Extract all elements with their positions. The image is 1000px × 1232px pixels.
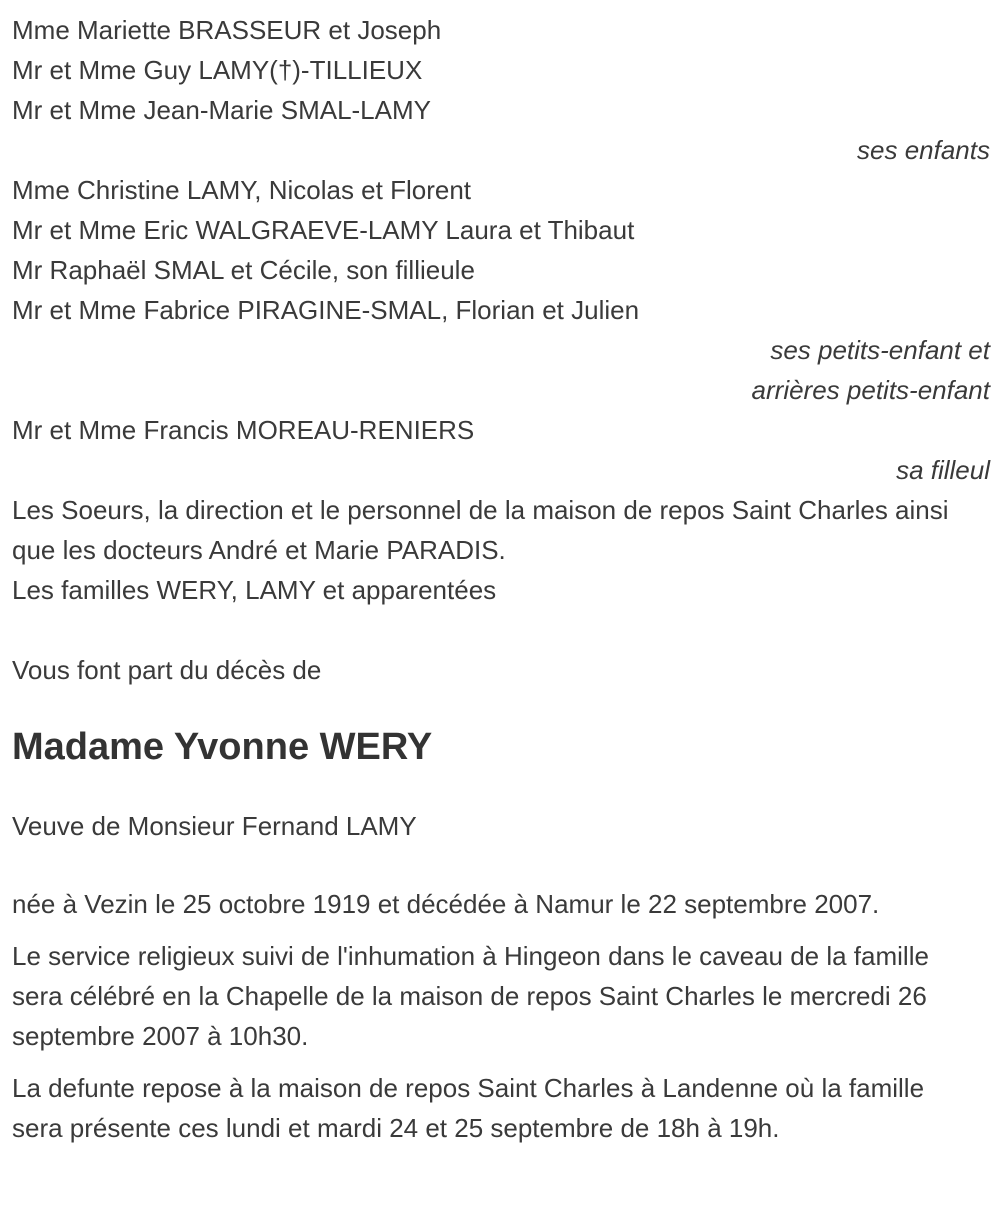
relation-label-children: ses enfants — [857, 135, 990, 165]
family-group-grandchildren — [12, 170, 990, 410]
paragraph-birth-death: née à Vezin le 25 octobre 1919 et décédée à Namur le 22 septembre 2007. — [12, 889, 880, 919]
family-line: Mme Christine LAMY, Nicolas et Florent — [12, 175, 472, 205]
relation-label-godchild: sa filleul — [896, 455, 990, 485]
family-line: Mr et Mme Francis MOREAU-RENIERS — [12, 415, 475, 445]
family-line: Mr et Mme Eric WALGRAEVE-LAMY Laura et Thibaut — [12, 215, 635, 245]
family-line: Mr et Mme Jean-Marie SMAL-LAMY — [12, 95, 431, 125]
family-line: Mr et Mme Fabrice PIRAGINE-SMAL, Florian et Julien — [12, 295, 640, 325]
family-line: Mme Mariette BRASSEUR et Joseph — [12, 15, 442, 45]
relation-label-grandchildren: ses petits-enfant et arrières petits-enfant — [751, 335, 990, 405]
deceased-name: Madame Yvonne WERY — [12, 726, 433, 768]
paragraph-service: Le service religieux suivi de l'inhumation à Hingeon dans le caveau de la famille sera célébré en la Chapelle de la maison de repos Saint Charles le mercredi 26 septembre 2007 à 10h30. — [12, 941, 929, 1051]
announcement-line: Vous font part du décès de — [12, 655, 322, 685]
family-line: Mr et Mme Guy LAMY(†)-TILLIEUX — [12, 55, 423, 85]
paragraph-families: Les familles WERY, LAMY et apparentées — [12, 575, 497, 605]
family-group-godchild — [12, 410, 990, 490]
family-group-children — [12, 10, 990, 170]
paragraph-institution: Les Soeurs, la direction et le personnel de la maison de repos Saint Charles ainsi que les docteurs André et Marie PARADIS. — [12, 495, 949, 565]
widow-line: Veuve de Monsieur Fernand LAMY — [12, 811, 417, 841]
family-line: Mr Raphaël SMAL et Cécile, son fillieule — [12, 255, 475, 285]
paragraph-repose: La defunte repose à la maison de repos Saint Charles à Landenne où la famille sera présente ces lundi et mardi 24 et 25 septembre de 18h à 19h. — [12, 1073, 925, 1143]
